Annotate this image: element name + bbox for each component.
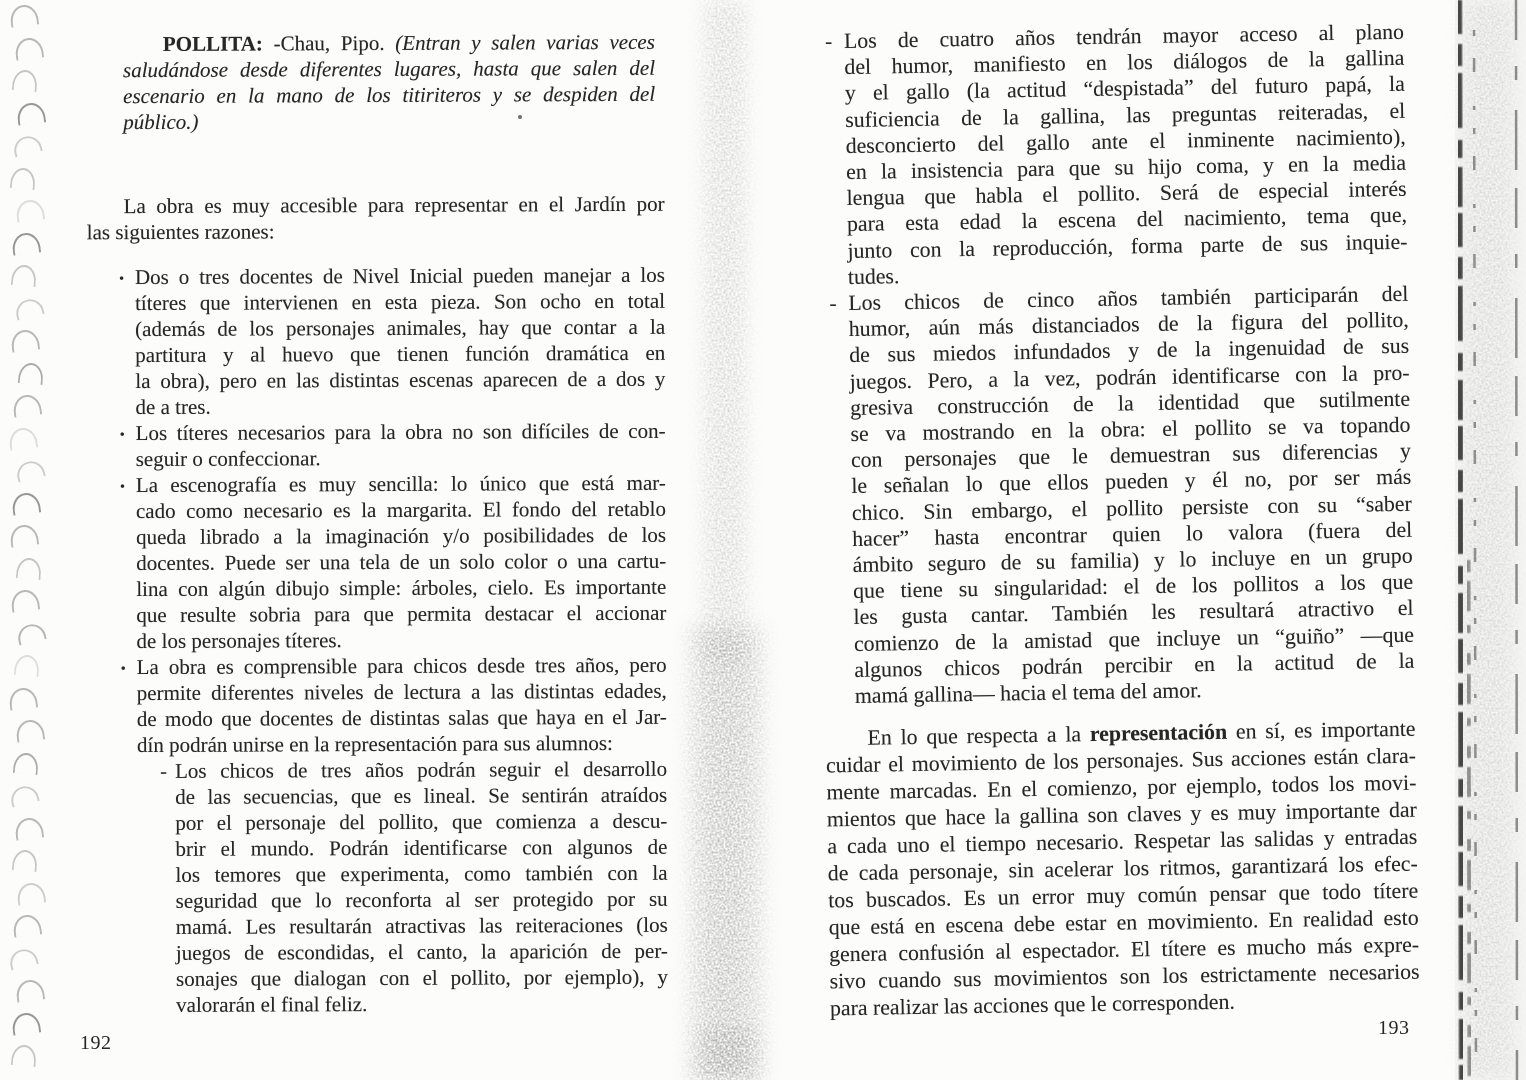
binding-mark — [11, 264, 37, 287]
bullet-marker: • — [120, 661, 126, 678]
bullet-item-comprension — [89, 652, 667, 759]
text-line: POLLITA: -Chau, Pipo. (Entran y salen varias veces — [162, 29, 655, 56]
text-line: y el gallo (la actitud “despistada” del futuro papá, la — [844, 72, 1405, 106]
text-line: que resulte sobria para que permita destacar el accionar — [136, 600, 667, 628]
text-line: les gusta cantar. También les resultará atractivo el — [853, 596, 1414, 630]
text-line: tos buscados. Es un error muy común pensar que todo títere — [828, 878, 1419, 913]
binding-mark — [15, 198, 45, 222]
text-line: con personajes que le demuestran sus diferencias y — [850, 438, 1412, 473]
text-line: lengua que habla el pollito. Será de especial interés — [846, 176, 1407, 211]
text-line: los temores que experimenta, como también con la — [175, 860, 668, 887]
binding-mark — [11, 231, 41, 255]
binding-mark — [15, 978, 45, 1002]
closing-paragraph — [825, 716, 1420, 1023]
text-line: cado como necesario es la margarita. El fondo del retablo — [135, 496, 666, 524]
text-line: cuidar el movimiento de los personajes. Sus acciones están clara- — [825, 743, 1417, 778]
binding-mark — [11, 1011, 41, 1035]
bullet-text — [136, 470, 667, 654]
text-line: junto con la reproducción, forma parte de sus inquie- — [847, 229, 1408, 263]
text-line: sivo cuando sus movimientos son los estrictamente necesarios — [829, 959, 1420, 994]
text-line: para esta edad la escena del nacimiento, tema que, — [846, 203, 1408, 237]
binding-mark — [8, 783, 39, 807]
text-line: comienzo de la amistad que incluye un “guiño” —que — [853, 622, 1415, 656]
binding-mark — [12, 913, 42, 937]
text-line: En lo que respecta a la representación en sí, es importante — [867, 716, 1416, 751]
text-line: de los personajes títeres. — [136, 628, 342, 654]
text-line: chico. Sin embargo, el pollito persiste con su “saber — [851, 491, 1412, 525]
text-line: dín podrán unirse en la representación para sus alumnos: — [136, 730, 613, 758]
binding-mark — [12, 393, 42, 417]
binding-mark — [11, 133, 42, 157]
bullet-text — [136, 418, 666, 472]
text-line: de a tres. — [135, 394, 211, 420]
bullet-item-manejo — [87, 262, 666, 421]
dash-marker: - — [824, 29, 833, 54]
gutter-shadow — [688, 0, 764, 1080]
text-line: Los chicos de tres años podrán seguir el desarrollo — [175, 756, 668, 783]
text-line: del humor, manifiesto en los diálogos de la gallina — [844, 45, 1405, 80]
bullet-marker: • — [119, 427, 125, 444]
text-line: La escenografía es muy sencilla: lo único que está mar- — [135, 470, 666, 498]
text-line: algunos chicos podrán percibir en la actitud de la — [854, 648, 1415, 682]
binding-mark — [10, 328, 40, 352]
text-line: (además de los personajes animales, hay que contar a la — [135, 314, 666, 342]
text-line: Los de cuatro años tendrán mayor acceso al plano — [843, 19, 1405, 54]
text-line: partitura y al huevo que tienen función dramática en — [135, 340, 666, 368]
text-line: juegos de escondidas, el canto, la aparición de per- — [175, 938, 668, 965]
text-line: por el personaje del pollito, que comienza a descu- — [175, 808, 668, 835]
text-line: le señalan lo que ellos pueden y él no, por ser más — [851, 465, 1412, 499]
left-page — [86, 29, 668, 1019]
text-line: juegos. Pero, a la vez, podrán identificarse con la pro- — [849, 360, 1410, 394]
dash-item-cinco-anos — [826, 281, 1415, 710]
dash-marker: - — [160, 758, 168, 783]
bullet-marker: • — [118, 271, 125, 288]
binding-mark — [10, 588, 40, 612]
binding-mark — [14, 654, 40, 677]
text-line: saludándose desde diferentes lugares, hasta que salen del — [122, 55, 656, 83]
text-line: gresiva construcción de la identidad que sutilmente — [849, 386, 1411, 420]
sub-item-tres-anos — [89, 756, 668, 1019]
text-line: que tiene su singularidad: el de los pollitos a los que — [852, 569, 1414, 604]
binding-mark — [12, 849, 38, 872]
text-line: títeres que intervienen en esta pieza. Son ocho en total — [134, 288, 666, 316]
bullet-text — [137, 652, 667, 758]
text-line: Los chicos de cinco años también participarán del — [848, 281, 1409, 316]
binding-mark — [11, 491, 41, 515]
text-line: de modo que docentes de distintas salas que haya en el Jar- — [136, 704, 667, 732]
text-line: público.) — [123, 109, 199, 135]
binding-mark — [11, 1044, 37, 1067]
binding-mark — [15, 621, 46, 645]
binding-mark — [13, 296, 44, 320]
text-line: las siguientes razones: — [86, 219, 275, 245]
dash-item-text — [844, 19, 1408, 290]
text-line: seguir o confeccionar. — [135, 446, 321, 472]
text-line: ámbito seguro de su familia) y lo incluye en un grupo — [852, 543, 1413, 578]
binding-mark — [8, 426, 38, 450]
text-line: docentes. Puede ser una tela de un solo color o una cartu- — [136, 548, 667, 576]
text-line: suficiencia de la gallina, las preguntas reiteradas, el — [845, 98, 1406, 132]
text-line: mente marcadas. En el comienzo, por ejemplo, todos los movi- — [826, 770, 1417, 805]
binding-mark — [18, 361, 44, 384]
text-line: de sus miedos infundados y de la ingenuidad de sus — [849, 334, 1410, 368]
binding-mark — [14, 816, 44, 840]
text-line: en la insistencia para que su hijo coma, y en la media — [845, 150, 1407, 185]
edge-streaks — [1455, 0, 1526, 1080]
intro-paragraph — [87, 191, 665, 246]
binding-mark — [9, 523, 39, 547]
text-line: sonajes que dialogan con el pollito, por ejemplo), y — [175, 964, 669, 991]
binding-mark — [12, 69, 38, 92]
dialogue-paragraph — [123, 29, 655, 135]
text-line: para realizar las acciones que le corresponden. — [829, 989, 1236, 1021]
page-number-left: 192 — [80, 1032, 112, 1054]
binding-mark — [16, 556, 42, 579]
binding-mark — [9, 3, 39, 27]
bullet-list — [87, 262, 668, 1019]
text-line: a cada uno el tiempo necesario. Respetar las salidas y entradas — [827, 824, 1418, 859]
text-line: mamá gallina— hacia el tema del amor. — [854, 678, 1202, 709]
text-line: queda librado a la imaginación y/o posibilidades de los — [136, 522, 667, 550]
text-line: seguridad que lo reconforta al ser protegido por su — [175, 886, 668, 913]
sub-item-text — [175, 756, 668, 1018]
binding-mark — [16, 881, 46, 905]
binding-mark — [7, 946, 38, 970]
binding-mark — [14, 458, 45, 482]
dash-item-text — [848, 281, 1415, 709]
bullet-item-titeres — [88, 418, 666, 473]
binding-mark — [14, 36, 44, 60]
text-line: Los títeres necesarios para la obra no son difíciles de con- — [135, 418, 666, 446]
text-line: lina con algún dibujo simple: árboles, cielo. Es importante — [136, 574, 667, 602]
text-line: La obra es muy accesible para representar en el Jardín por — [123, 191, 665, 219]
text-line: permite diferentes niveles de lectura a las distintas edades, — [136, 678, 667, 706]
text-line: valorarán el final feliz. — [176, 992, 368, 1017]
binding-mark — [13, 751, 39, 774]
text-line: desconcierto del gallo ante el inminente nacimiento), — [845, 124, 1406, 158]
page-number-right: 193 — [1378, 1017, 1410, 1039]
text-line: mamá. Les resultarán atractivas las reiteraciones (los — [175, 912, 668, 939]
text-line: se va mostrando en la obra: el pollito se va topando — [850, 412, 1411, 447]
text-line: La obra es comprensible para chicos desde tres años, pero — [136, 652, 667, 680]
binding-marks — [0, 0, 60, 1080]
text-line: de las secuencias, que es lineal. Se sentirán atraídos — [175, 782, 668, 809]
binding-mark — [10, 166, 36, 189]
dash-item-cuatro-anos — [822, 19, 1408, 291]
text-line: brir el mundo. Podrán identificarse con algunos de — [175, 834, 668, 861]
bullet-text — [135, 262, 666, 420]
text-line: mientos que hace la gallina son claves y es muy importante dar — [826, 797, 1418, 832]
text-line: escenario en la mano de los titiriteros y se despiden del — [123, 81, 656, 109]
text-line: Dos o tres docentes de Nivel Inicial pueden manejar a los — [134, 262, 665, 290]
text-line: humor, aún más distanciados de la figura del pollito, — [848, 307, 1409, 342]
text-line: la obra), pero en las distintas escenas aparecen de a dos y — [135, 366, 666, 394]
right-page — [822, 19, 1420, 1023]
text-line: tudes. — [847, 263, 900, 289]
text-line: que está en escena debe estar en movimiento. En realidad esto — [828, 905, 1419, 940]
text-line: de cada personaje, sin acelerar los ritmos, garantizará los efec- — [827, 851, 1418, 886]
binding-mark — [16, 101, 46, 125]
binding-mark — [8, 686, 38, 710]
binding-mark — [15, 718, 45, 742]
text-line: genera confusión al espectador. El títere es mucho más expre- — [828, 932, 1420, 967]
bullet-item-escenografia — [88, 470, 667, 655]
text-line: hacer” hasta encontrar quien lo valora (fuera del — [852, 517, 1413, 551]
dash-marker: - — [829, 291, 837, 316]
bullet-marker: • — [119, 479, 126, 496]
